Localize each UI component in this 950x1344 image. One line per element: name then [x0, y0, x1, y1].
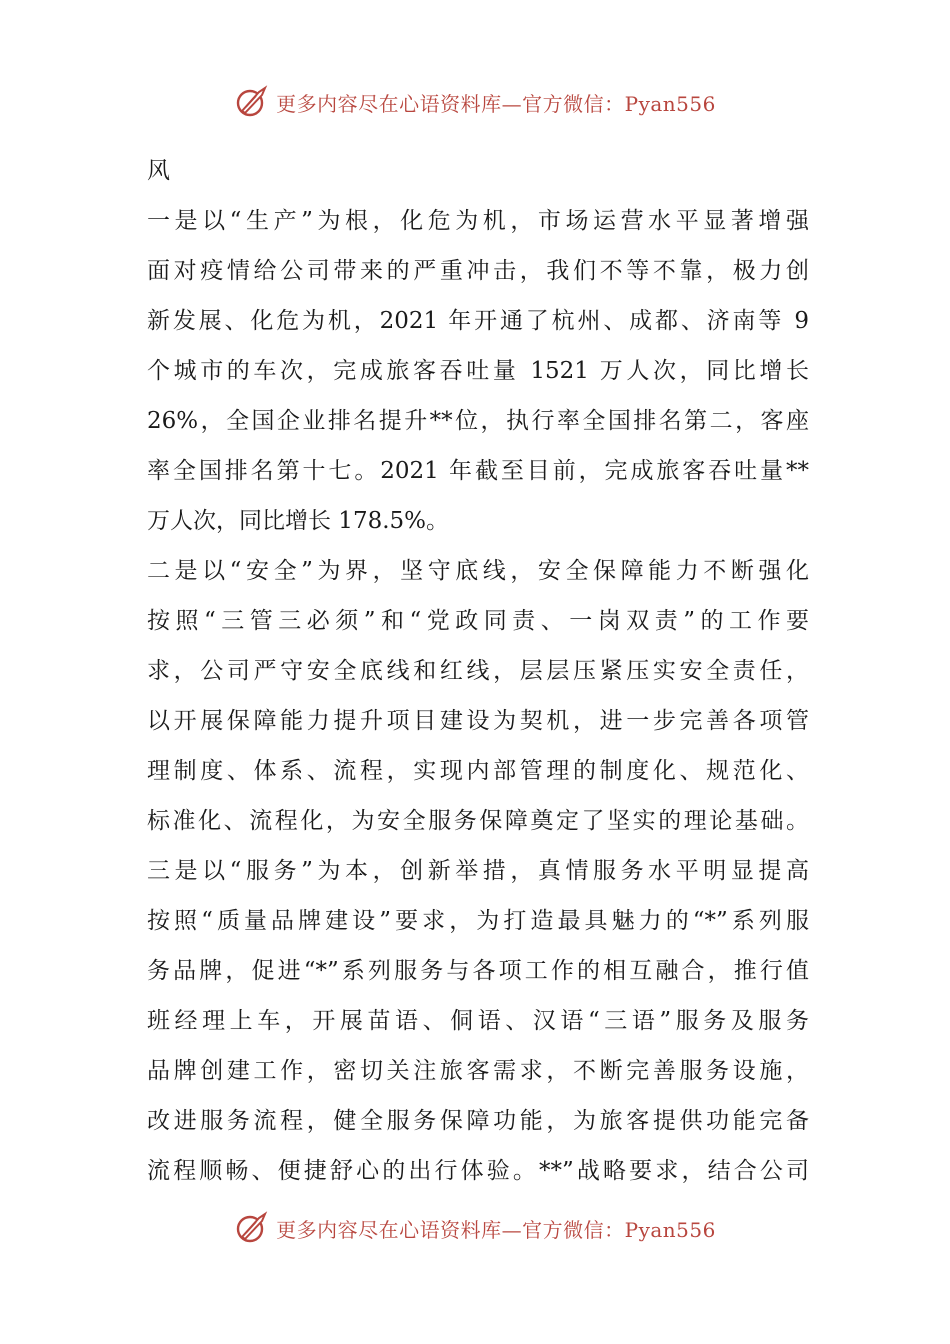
document-body [147, 146, 809, 1196]
text-line: 二是以“安全”为界，坚守底线，安全保障能力不断强化 [147, 558, 809, 584]
text-line: 按照“三管三必须”和“党政同责、一岗双责”的工作要 [147, 608, 809, 634]
text-line: 个城市的车次，完成旅客吞吐量 1521 万人次，同比增长 [147, 358, 809, 384]
text-line: 务品牌，促进“*”系列服务与各项工作的相互融合，推行值 [147, 958, 809, 984]
watermark-text: 更多内容尽在心语资料库—官方微信：Pyan556 [276, 91, 716, 116]
text-line: 万人次，同比增长 178.5%。 [147, 508, 450, 534]
text-line: 新发展、化危为机，2021 年开通了杭州、成都、济南等 9 [147, 308, 809, 334]
header-watermark [0, 84, 950, 120]
text-line: 班经理上车，开展苗语、侗语、汉语“三语”服务及服务 [147, 1008, 809, 1034]
text-line: 三是以“服务”为本，创新举措，真情服务水平明显提高 [147, 858, 809, 884]
text-line: 面对疫情给公司带来的严重冲击，我们不等不靠，极力创 [147, 258, 809, 284]
pen-nib-circle-icon [234, 84, 270, 120]
text-line: 一是以“生产”为根，化危为机，市场运营水平显著增强 [147, 208, 809, 234]
text-line: 标准化、流程化，为安全服务保障奠定了坚实的理论基础。 [147, 808, 809, 834]
footer-watermark [0, 1210, 950, 1246]
text-line: 理制度、体系、流程，实现内部管理的制度化、规范化、 [147, 758, 809, 784]
text-line: 品牌创建工作，密切关注旅客需求，不断完善服务设施， [147, 1058, 809, 1084]
text-line: 按照“质量品牌建设”要求，为打造最具魅力的“*”系列服 [147, 908, 809, 934]
text-line: 率全国排名第十七。2021 年截至目前，完成旅客吞吐量** [147, 458, 809, 484]
text-line: 求，公司严守安全底线和红线，层层压紧压实安全责任， [147, 658, 809, 684]
text-line: 改进服务流程，健全服务保障功能，为旅客提供功能完备 [147, 1108, 809, 1134]
text-line: 26%，全国企业排名提升**位，执行率全国排名第二，客座 [147, 408, 809, 434]
text-line: 流程顺畅、便捷舒心的出行体验。**”战略要求，结合公司 [147, 1158, 809, 1184]
pen-nib-circle-icon [234, 1210, 270, 1246]
text-line: 风 [147, 158, 170, 184]
text-line: 以开展保障能力提升项目建设为契机，进一步完善各项管 [147, 708, 809, 734]
watermark-text: 更多内容尽在心语资料库—官方微信：Pyan556 [276, 1217, 716, 1242]
